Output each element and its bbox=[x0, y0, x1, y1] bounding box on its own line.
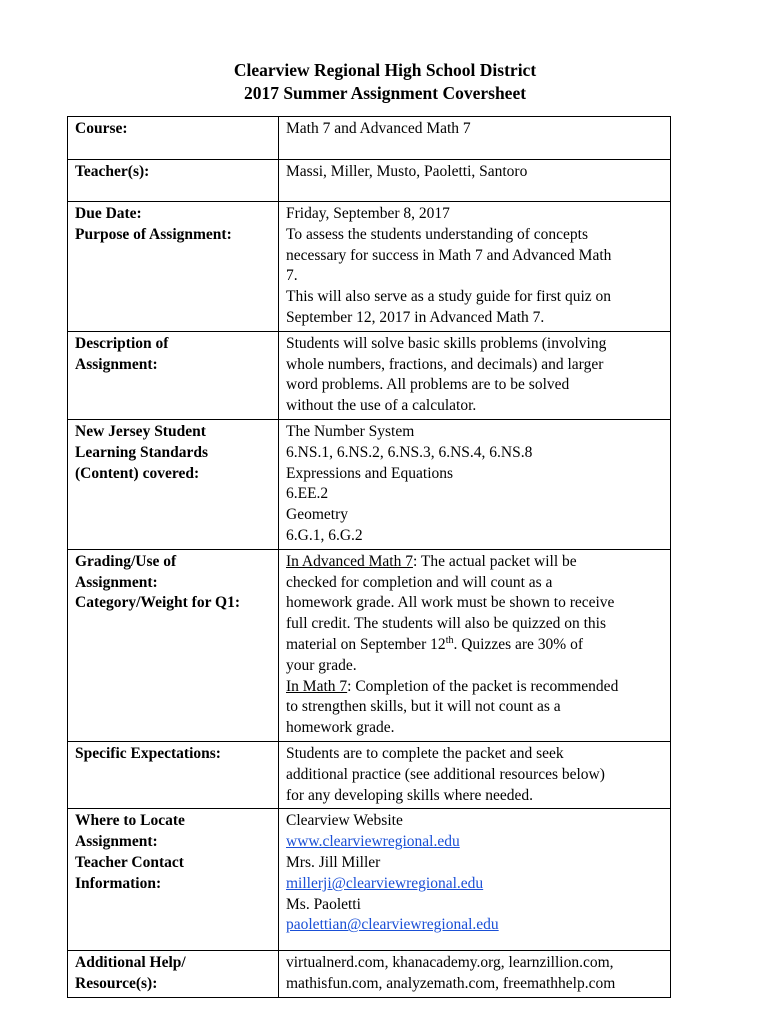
value-description: Students will solve basic skills problems (involving whole numbers, fractions, and decimals) and larger word problems. All problems are to be solved without the use of a calculator. bbox=[279, 331, 671, 419]
document-title bbox=[0, 59, 770, 105]
label-teachers: Teacher(s): bbox=[68, 160, 279, 202]
label-expectations: Specific Expectations: bbox=[68, 741, 279, 808]
value-expectations: Students are to complete the packet and seek additional practice (see additional resources below) for any developing skills where needed. bbox=[279, 741, 671, 808]
row-locate-contact bbox=[68, 809, 671, 951]
value-locate-contact: Clearview Website www.clearviewregional.edu Mrs. Jill Miller millerji@clearviewregional.edu Ms. Paoletti paolettian@clearviewregional.edu bbox=[279, 809, 671, 951]
label-resources: Additional Help/ Resource(s): bbox=[68, 951, 279, 998]
row-expectations bbox=[68, 741, 671, 808]
label-due-date: Due Date: bbox=[75, 205, 142, 222]
value-grading: In Advanced Math 7: The actual packet will be checked for completion and will count as a homework grade. All work must be shown to receive full credit. The students will also be quizzed on this material on September 12th. Quizzes are 30% of your grade. In Math 7: Completion of the packet is recommended to strengthen skills, but it will not count as a homework grade. bbox=[279, 549, 671, 741]
value-resources: virtualnerd.com, khanacademy.org, learnzillion.com, mathisfun.com, analyzemath.com, freemathhelp.com bbox=[279, 951, 671, 998]
value-standards: The Number System 6.NS.1, 6.NS.2, 6.NS.3, 6.NS.4, 6.NS.8 Expressions and Equations 6.EE.2 Geometry 6.G.1, 6.G.2 bbox=[279, 419, 671, 549]
label-purpose: Purpose of Assignment: bbox=[75, 225, 232, 243]
value-teachers: Massi, Miller, Musto, Paoletti, Santoro bbox=[279, 160, 671, 202]
value-due-purpose: Friday, September 8, 2017 To assess the students understanding of concepts necessary for success in Math 7 and Advanced Math 7. This will also serve as a study guide for first quiz on September 12, 2017 in Advanced Math 7. bbox=[279, 202, 671, 332]
due-date-value: Friday, September 8, 2017 bbox=[286, 205, 450, 222]
row-teachers bbox=[68, 160, 671, 202]
row-due-purpose bbox=[68, 202, 671, 332]
label-locate-contact: Where to Locate Assignment: Teacher Contact Information: bbox=[68, 809, 279, 951]
label-due-purpose bbox=[68, 202, 279, 332]
district-name: Clearview Regional High School District bbox=[233, 60, 537, 80]
advanced-math-heading: In Advanced Math 7 bbox=[286, 552, 413, 570]
label-course: Course: bbox=[68, 117, 279, 160]
coversheet-table bbox=[67, 116, 671, 998]
row-resources bbox=[68, 951, 671, 998]
row-grading bbox=[68, 549, 671, 741]
row-course bbox=[68, 117, 671, 160]
value-course: Math 7 and Advanced Math 7 bbox=[279, 117, 671, 160]
row-standards bbox=[68, 419, 671, 549]
coversheet-title: 2017 Summer Assignment Coversheet bbox=[243, 83, 527, 103]
label-description: Description of Assignment: bbox=[68, 331, 279, 419]
row-description bbox=[68, 331, 671, 419]
email-link-miller[interactable]: millerji@clearviewregional.edu bbox=[286, 874, 484, 892]
label-grading: Grading/Use of Assignment: Category/Weight for Q1: bbox=[68, 549, 279, 741]
label-standards: New Jersey Student Learning Standards (Content) covered: bbox=[68, 419, 279, 549]
website-link[interactable]: www.clearviewregional.edu bbox=[286, 833, 460, 851]
math-7-heading: In Math 7 bbox=[286, 677, 348, 695]
email-link-paoletti[interactable]: paolettian@clearviewregional.edu bbox=[286, 916, 499, 934]
